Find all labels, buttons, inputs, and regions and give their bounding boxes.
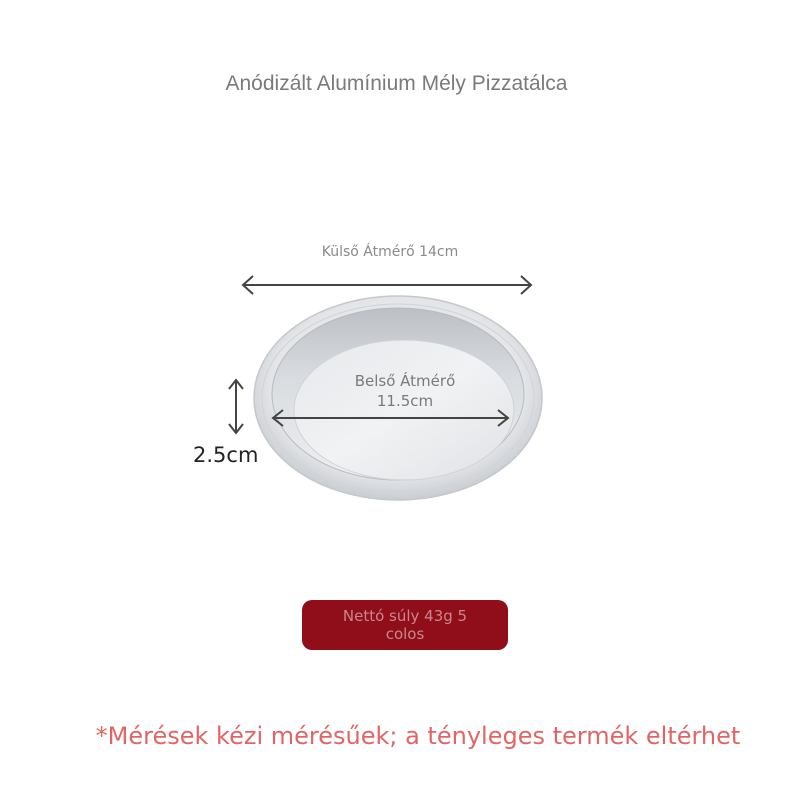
- height-label: 2.5cm: [193, 443, 259, 467]
- inner-diameter-label: [305, 371, 505, 411]
- inner-diameter-label-line2: 11.5cm: [376, 392, 434, 410]
- double-arrow-icon: [229, 380, 243, 433]
- outer-diameter-label: Külső Átmérő 14cm: [321, 244, 459, 260]
- badge-line2: colos: [385, 625, 425, 643]
- net-weight-badge: [302, 600, 508, 650]
- inner-diameter-label-line1: Belső Átmérő: [354, 372, 456, 390]
- double-arrow-icon: [243, 276, 531, 294]
- measurement-note: *Mérések kézi mérésűek; a tényleges termék eltérhet: [95, 722, 741, 750]
- badge-line1: Nettó súly 43g 5: [342, 607, 468, 625]
- page-title: Anódizált Alumínium Mély Pizzatálca: [225, 72, 568, 95]
